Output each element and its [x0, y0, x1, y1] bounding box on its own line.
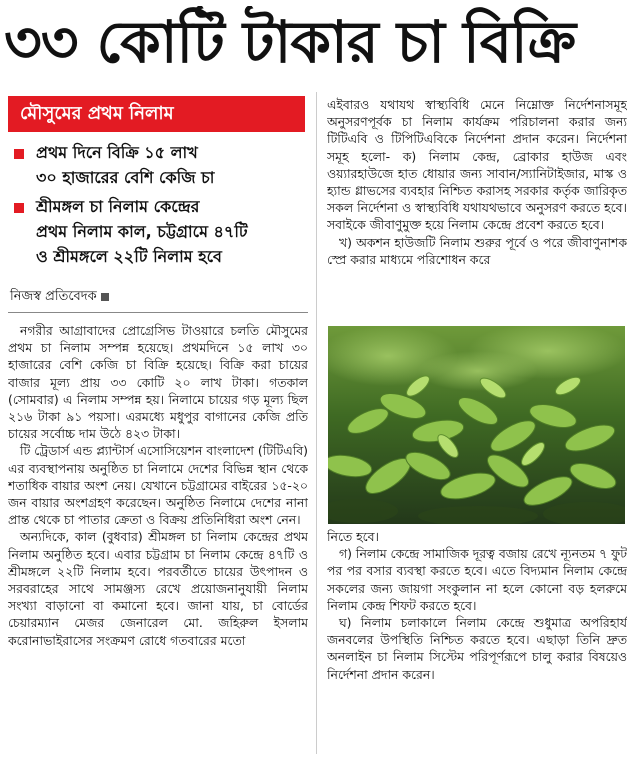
article-paragraph: অন্যদিকে, কাল (বুধবার) শ্রীমঙ্গল চা নিলাম কেন্দ্রের প্রথম নিলাম অনুষ্ঠিত হবে। এবার চট্টগ্রাম চা নিলাম কেন্দ্রে ৪৭টি ও শ্রীমঙ্গলে ২২টি নিলাম হবে। পরবর্তীতে চায়ের উৎপাদন ও সরবরাহের সাথে সামঞ্জস্য রেখে প্রয়োজনানুযায়ী নিলাম সংখ্যা বাড়ানো বা কমানো হবে। জানা যায়, চা বোর্ডের চেয়ারম্যান মেজর জেনারেল মো. জহিরুল ইসলাম করোনাভাইরাসের সংক্রমণ রোধে গতবারের মতো: [8, 529, 308, 648]
article-paragraph: ঘ) নিলাম চলাকালে নিলাম কেন্দ্রে শুধুমাত্র অপরিহার্য জনবলের উপস্থিতি নিশ্চিত করতে হবে। এছাড়া তিনি দ্রুত অনলাইন চা নিলাম সিস্টেম পরিপূর্ণরূপে চালু করার বিষয়েও নির্দেশনা প্রদান করেন।: [327, 615, 627, 682]
highlights: [10, 140, 310, 273]
square-icon: [101, 293, 109, 301]
highlight-text: প্রথম দিনে বিক্রি ১৫ লাখ ৩০ হাজারের বেশি কেজি চা: [36, 143, 215, 187]
tea-leaves-photo: [328, 326, 625, 524]
article-paragraph: নিতে হবে।: [327, 529, 379, 544]
byline: [10, 288, 308, 306]
article-paragraph: এইবারও যথাযথ স্বাস্থ্যবিধি মেনে নিম্নোক্ত নির্দেশনাসমূহ অনুসরণপূর্বক চা নিলাম কার্যক্রম পরিচালনা করার জন্য টিটিএবি ও টিপিটিএবিকে নির্দেশনা প্রদান করেন। নির্দেশনা সমূহ হলো- ক) নিলাম কেন্দ্র, ব্রোকার হাউজ এবং ওয়্যারহাউজে হাত ধোয়ার জন্য সাবান/স্যানিটাইজার, মাস্ক ও হ্যান্ড গ্লাভসের ব্যবহার নিশ্চিত করাসহ সরকার কর্তৃক জারিকৃত সকল নির্দেশনা ও স্বাস্থ্যবিধি যথাযথভাবে অনুসরণ করতে হবে। সবাইকে জীবাণুমুক্ত হয়ে নিলাম কেন্দ্রে প্রবেশ করতে হবে।: [327, 97, 627, 233]
column-divider: [316, 92, 317, 754]
highlight-text: শ্রীমঙ্গল চা নিলাম কেন্দ্রের প্রথম নিলাম কাল, চট্টগ্রামে ৪৭টি ও শ্রীমঙ্গলে ২২টি নিলাম হবে: [36, 197, 248, 266]
article-paragraph: নগরীর আগ্রাবাদের প্রোগ্রেসিভ টাওয়ারে চলতি মৌসুমের প্রথম চা নিলাম সম্পন্ন হয়েছে। প্রথমদিনে ১৫ লাখ ৩০ হাজারের বেশি কেজি চা বিক্রি হয়েছে। বিক্রি করা চায়ের বাজার মূল্য প্রায় ৩৩ কোটি ২০ লাখ টাকা। গতকাল (সোমবার) এ নিলাম সম্পন্ন হয়। নিলামে চায়ের গড় মূল্য ছিল ২১৬ টাকা ৯১ পয়সা। এরমধ্যে মধুপুর বাগানের কেজি প্রতি চায়ের সর্বোচ্চ দাম উঠে ৪২৩ টাকা।: [8, 323, 308, 442]
article-column-right-bottom: [327, 528, 627, 754]
square-bullet-icon: [14, 203, 24, 213]
article-column-left: [8, 322, 308, 754]
article-column-right-top: [327, 96, 627, 322]
square-bullet-icon: [14, 149, 24, 159]
headline: ৩৩ কোটি টাকার চা বিক্রি: [4, 8, 576, 76]
tea-leaves-image: [328, 326, 625, 524]
article-paragraph: গ) নিলাম কেন্দ্রে সামাজিক দূরত্ব বজায় রেখে ন্যূনতম ৭ ফুট পর পর বসার ব্যবস্থা করতে হবে। এতে বিদ্যমান নিলাম কেন্দ্রে সকলের জন্য জায়গা সংকুলান না হলে কোনো বড় হলরুমে নিলাম কেন্দ্র শিফট করতে হবে।: [327, 546, 627, 613]
highlight-item: [10, 140, 310, 190]
byline-text: নিজস্ব প্রতিবেদক: [10, 289, 97, 304]
article-paragraph: খ) অকশন হাউজটি নিলাম শুরুর পূর্বে ও পরে জীবাণুনাশক স্প্রে করার মাধ্যমে পরিশোধন করে: [327, 234, 627, 267]
section-banner: মৌসুমের প্রথম নিলাম: [8, 96, 305, 132]
highlight-item: [10, 194, 310, 269]
divider: [8, 312, 308, 313]
article-paragraph: টি ট্রেডার্স এন্ড প্ল্যান্টার্স এসোসিয়েশন বাংলাদেশ (টিটিএবি) এর ব্যবস্থাপনায় অনুষ্ঠিত চা নিলামে দেশের বিভিন্ন স্থান থেকে শতাধিক বায়ার অংশ নেয়। যেখানে চট্টগ্রামের বাইরের ১৫-২০ জন বায়ার অংশগ্রহণ করেছেন। অনুষ্ঠিত নিলামে দেশের নানা প্রান্ত থেকে চা পাতার ক্রেতা ও বিক্রয় প্রতিনিধিরা অংশ নেন।: [8, 443, 308, 528]
